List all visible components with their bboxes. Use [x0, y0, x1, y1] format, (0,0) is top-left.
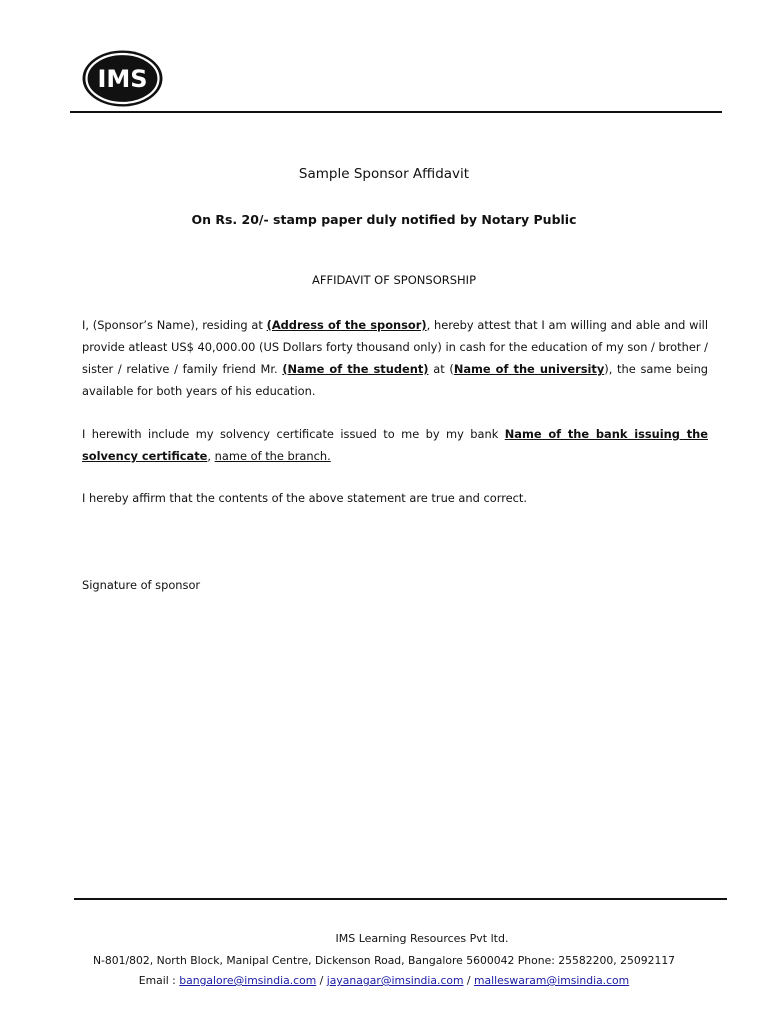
header-rule — [70, 111, 722, 113]
document-title: Sample Sponsor Affidavit — [298, 166, 470, 182]
email-link-jayanagar[interactable]: jayanagar@imsindia.com — [326, 974, 464, 987]
p1-text-4: ), the same being available for both years of his education. — [82, 362, 709, 398]
ims-logo-icon — [81, 49, 164, 108]
email-separator: / — [316, 974, 327, 987]
document-subtitle: On Rs. 20/- stamp paper duly notified by Notary Public — [191, 212, 577, 227]
email-label: Email : — [138, 974, 180, 987]
logo-text: IMS — [97, 65, 148, 93]
footer-emails — [0, 974, 768, 987]
footer-company: IMS Learning Resources Pvt ltd. — [335, 932, 509, 945]
email-separator: / — [463, 974, 475, 987]
p2-text-2: , — [207, 449, 215, 463]
p1-text-1: I, (Sponsor’s Name), residing at — [82, 318, 267, 332]
p2-text-1: I herewith include my solvency certificate issued to me by my bank — [82, 427, 505, 441]
footer-address: N-801/802, North Block, Manipal Centre, Dickenson Road, Bangalore 5600042 Phone: 25582200, 25092117 — [92, 954, 676, 967]
university-name-placeholder: Name of the university — [453, 362, 605, 376]
p1-text-3: at ( — [428, 362, 454, 376]
signature-label: Signature of sponsor — [82, 578, 201, 592]
student-name-placeholder: (Name of the student) — [282, 362, 429, 376]
paragraph-affirmation: I hereby affirm that the contents of the above statement are true and correct. — [82, 491, 527, 505]
ims-logo — [81, 49, 164, 108]
bank-name-placeholder: Name of the bank issuing the solvency certificate — [82, 427, 708, 463]
sponsor-address-placeholder: (Address of the sponsor) — [266, 318, 427, 332]
section-heading: AFFIDAVIT OF SPONSORSHIP — [311, 273, 477, 287]
email-link-malleswaram[interactable]: malleswaram@imsindia.com — [474, 974, 630, 987]
branch-name-placeholder: name of the branch. — [214, 449, 331, 463]
footer-rule — [74, 898, 727, 900]
paragraph-sponsorship — [82, 314, 708, 402]
p1-text-2: , hereby attest that I am willing and able and will provide atleast US$ 40,000.00 (US Dollars forty thousand only) in cash for the education of my son / brother / sister / relative / family friend Mr. — [82, 318, 708, 376]
email-link-bangalore[interactable]: bangalore@imsindia.com — [179, 974, 317, 987]
paragraph-solvency — [82, 423, 708, 467]
